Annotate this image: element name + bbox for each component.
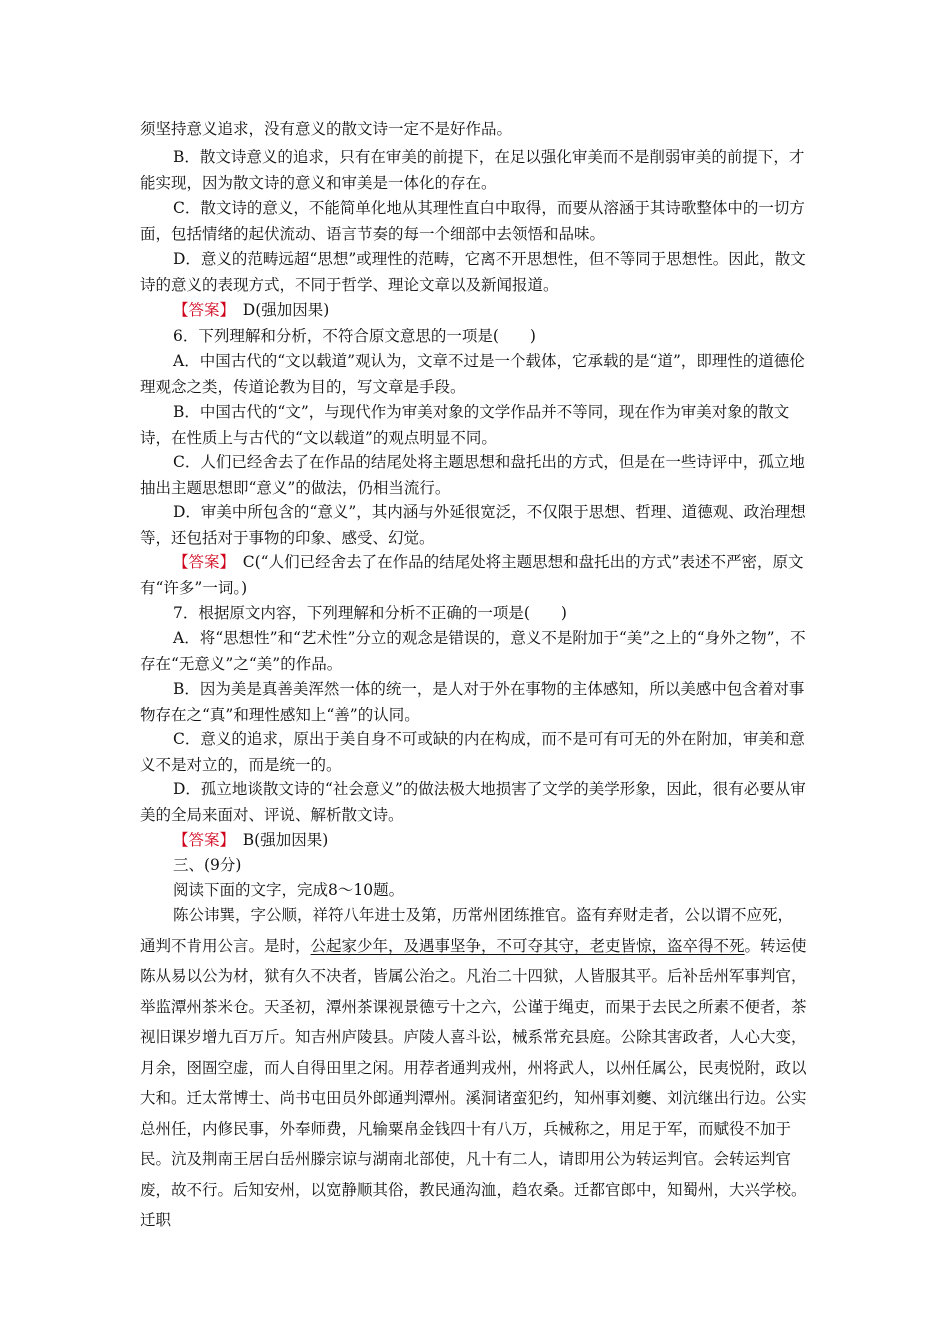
answer-text: C(“人们已经舍去了在作品的结尾处将主题思想和盘托出的方式”表述不严密，原文有“许多”一词。) [140,553,804,597]
option-7d: D．孤立地谈散文诗的“社会意义”的做法极大地损害了文学的美学形象，因此，很有必要从审美的全局来面对、评说、解析散文诗。 [140,780,806,824]
answer-text: B(强加因果) [227,831,329,849]
answer-7 [140,828,808,854]
answer-6 [140,550,808,601]
classical-passage [140,900,808,1236]
answer-5 [140,298,808,324]
option-6a: A．中国古代的“文以载道”观认为，文章不过是一个载体，它承载的是“道”，即理性的道德伦理观念之类，传道论教为目的，写文章是手段。 [140,352,805,396]
question-7-stem: 7．根据原文内容，下列理解和分析不正确的一项是( ) [173,604,567,622]
section-3-title: 三、(9分) [173,856,242,874]
option-5b: B．散文诗意义的追求，只有在审美的前提下，在足以强化审美而不是削弱审美的前提下，才能实现，因为散文诗的意义和审美是一体化的存在。 [140,148,805,192]
option-7c: C．意义的追求，原出于美自身不可或缺的内在构成，而不是可有可无的外在附加，审美和意义不是对立的，而是统一的。 [140,730,805,774]
paragraph: 须坚持意义追求，没有意义的散文诗一定不是好作品。 [140,120,513,138]
answer-text: D(强加因果) [227,301,330,319]
answer-tag: 【答案】 [173,553,228,571]
option-7b: B．因为美是真善美浑然一体的统一，是人对于外在事物的主体感知，所以美感中包含着对事物存在之“真”和理性感知上“善”的认同。 [140,680,805,724]
option-6c: C．人们已经舍去了在作品的结尾处将主题思想和盘托出的方式，但是在一些诗评中，孤立地抽出主题思想即“意义”的做法，仍相当流行。 [140,453,805,497]
underlined-sentence: 公起家少年，及遇事坚争，不可夺其守，老吏皆惊，盗卒得不死 [310,936,745,955]
option-5c: C．散文诗的意义，不能简单化地从其理性直白中取得，而要从溶涵于其诗歌整体中的一切方面，包括情绪的起伏流动、语言节奏的每一个细部中去领悟和品味。 [140,199,805,243]
option-7a: A．将“思想性”和“艺术性”分立的观念是错误的，意义不是附加于“美”之上的“身外之物”，不存在“无意义”之“美”的作品。 [140,629,806,673]
option-6d: D．审美中所包含的“意义”，其内涵与外延很宽泛，不仅限于思想、哲理、道德观、政治理想等，还包括对于事物的印象、感受、幻觉。 [140,503,806,547]
answer-tag: 【答案】 [173,831,228,849]
passage-text: 。转运使陈从易以公为材，狱有久不决者，皆属公治之。凡治二十四狱，人皆服其平。后补岳州军事判官，举监潭州茶米仓。天圣初，潭州茶课视景德亏十之六，公谨于绳吏，而果于去民之所素不便者，茶视旧课岁增九百万斤。知吉州庐陵县。庐陵人喜斗讼，械系常充县庭。公除其害政者，人心大变，月余，囹圄空虚，而人自得田里之闲。用荐者通判戎州，州将武人，以州任属公，民夷悦附，政以大和。迁太常博士、尚书屯田员外郎通判潭州。溪洞诸蛮犯约，知州事刘夔、刘沆继出行边。公实总州任，内修民事，外奉师费，凡输粟帛金钱四十有八万，兵械称之，用足于军，而赋役不加于民。沆及荆南王居白岳州滕宗谅与湖南北部使，凡十有二人，请即用公为转运判官。会转运判官废，故不行。后知安州，以宽静顺其俗，教民通沟洫，趋农桑。迁都官郎中，知蜀州，大兴学校。迁职 [140,936,807,1229]
answer-tag: 【答案】 [173,301,228,319]
passage-text: 陈公讳巽，字公顺，祥符八年进士及第，历常州团练推官。盗有弃财走者，公以谓不应死，通判不肯用公言。是时， [140,906,794,955]
section-3-instruction: 阅读下面的文字，完成8～10题。 [173,881,405,899]
option-6b: B．中国古代的“文”，与现代作为审美对象的文学作品并不等同，现在作为审美对象的散文诗，在性质上与古代的“文以载道”的观点明显不同。 [140,403,790,447]
option-5d: D．意义的范畴远超“思想”或理性的范畴，它离不开思想性，但不等同于思想性。因此，散文诗的意义的表现方式，不同于哲学、理论文章以及新闻报道。 [140,250,806,294]
question-6-stem: 6．下列理解和分析，不符合原文意思的一项是( ) [173,327,536,345]
